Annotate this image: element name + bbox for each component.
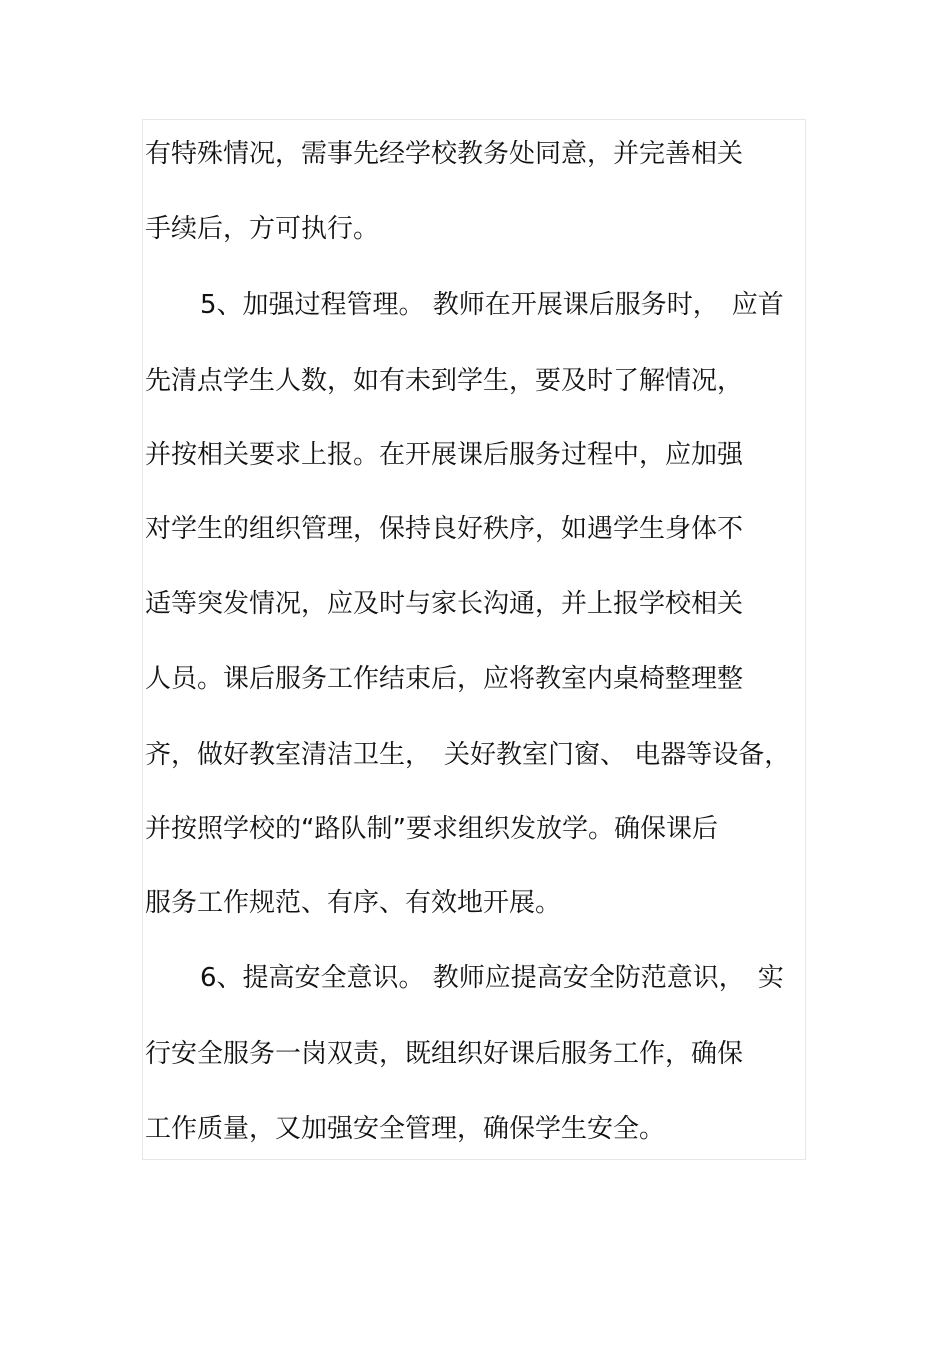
text-line-7: 适等突发情况，应及时与家长沟通，并上报学校相关 <box>145 589 744 619</box>
text-line-2: 手续后，方可执行。 <box>145 214 380 244</box>
text-line-6: 对学生的组织管理，保持良好秩序，如遇学生身体不 <box>145 514 744 544</box>
text-line-12: 6、提高安全意识。 教师应提高安全防范意识， 实 <box>200 963 784 993</box>
text-line-11: 服务工作规范、有序、有效地开展。 <box>145 888 562 918</box>
text-line-13: 行安全服务一岗双责，既组织好课后服务工作，确保 <box>145 1039 744 1069</box>
text-line-8: 人员。课后服务工作结束后，应将教室内桌椅整理整 <box>145 664 744 694</box>
page-frame <box>142 119 806 1160</box>
text-line-9: 齐，做好教室清洁卫生， 关好教室门窗、 电器等设备， <box>145 740 791 770</box>
text-line-1: 有特殊情况，需事先经学校教务处同意，并完善相关 <box>145 139 744 169</box>
text-line-10: 并按照学校的“路队制”要求组织发放学。确保课后 <box>145 814 718 844</box>
text-line-4: 先清点学生人数，如有未到学生，要及时了解情况， <box>145 366 744 396</box>
text-line-14: 工作质量，又加强安全管理，确保学生安全。 <box>145 1114 666 1144</box>
text-line-5: 并按相关要求上报。在开展课后服务过程中，应加强 <box>145 440 744 470</box>
text-line-3: 5、加强过程管理。 教师在开展课后服务时， 应首 <box>200 290 784 320</box>
